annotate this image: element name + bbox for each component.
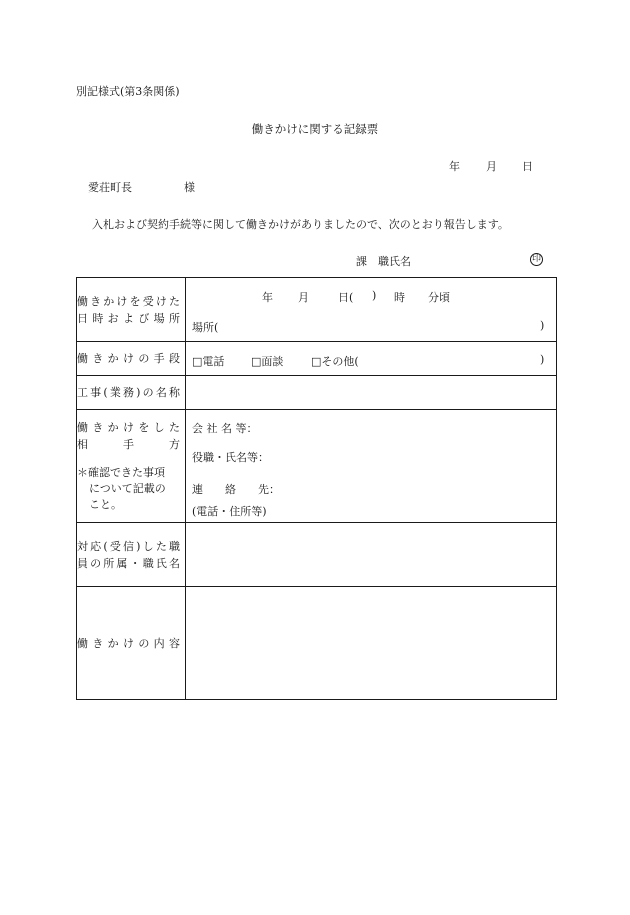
means-field (186, 342, 557, 376)
responder-field[interactable] (186, 523, 557, 587)
row-party (77, 410, 557, 523)
label-party-line2: 相手方 (77, 438, 180, 451)
intro-text: 入札および契約手続等に関して働きかけがありましたので、次のとおり報告します。 (92, 218, 509, 231)
page-title: 働きかけに関する記録票 (251, 122, 379, 136)
dt-minute: 分頃 (428, 290, 450, 304)
note-line2: について記載の (89, 482, 166, 495)
form-reference: 別記様式(第3条関係) (76, 85, 180, 98)
content-field[interactable] (186, 587, 557, 700)
row-project (77, 376, 557, 410)
party-field[interactable] (186, 410, 557, 523)
label-project-text: 工事(業務)の名称 (77, 386, 180, 399)
means-phone-checkbox[interactable]: □電話 (192, 354, 225, 368)
label-means-text: 働きかけの手段 (77, 352, 180, 365)
seal-mark: 印 (531, 254, 541, 264)
label-means (77, 342, 186, 376)
label-datetime-line2: 日時および場所 (77, 311, 180, 325)
project-field[interactable] (186, 376, 557, 410)
row-means (77, 342, 557, 376)
section-label: 課 (356, 255, 367, 268)
record-table (76, 277, 557, 700)
label-datetime-line1: 働きかけを受けた (77, 294, 180, 308)
label-responder-line1: 対応(受信)した職 (77, 539, 180, 553)
means-other-close: ) (540, 352, 545, 366)
note-line3: こと。 (89, 498, 122, 511)
label-party (77, 410, 186, 523)
staff-name-label: 職氏名 (378, 255, 411, 268)
contact-label: 連 絡 先： (192, 483, 280, 496)
note-line1: ＊確認できた事項 (77, 466, 165, 479)
place-label: 場所( (192, 320, 219, 334)
row-responder (77, 523, 557, 587)
label-party-line1: 働きかけをした (77, 421, 180, 434)
label-project (77, 376, 186, 410)
label-content-text: 働きかけの内容 (77, 636, 180, 650)
dt-hour: 時 (394, 290, 405, 304)
dt-year: 年 (262, 290, 273, 304)
means-meeting-checkbox[interactable]: □面談 (251, 354, 284, 368)
datetime-field[interactable] (186, 278, 557, 342)
date-day-label: 日 (522, 160, 533, 173)
label-content (77, 587, 186, 700)
date-month-label: 月 (486, 160, 497, 173)
row-datetime (77, 278, 557, 342)
date-year-label: 年 (449, 160, 460, 173)
label-responder (77, 523, 186, 587)
dt-day: 日( (338, 290, 354, 304)
label-datetime (77, 278, 186, 342)
means-other-checkbox[interactable]: □その他( (311, 354, 359, 368)
dt-day-close: ) (372, 288, 377, 302)
contact-note: (電話・住所等) (192, 505, 267, 518)
recipient: 愛荘町長 (88, 181, 132, 194)
recipient-honorific: 様 (184, 181, 195, 194)
company-label: 会 社 名 等： (192, 422, 258, 435)
label-responder-line2: 員の所属・職氏名 (77, 556, 180, 570)
dt-month: 月 (298, 290, 309, 304)
position-label: 役職・氏名等： (192, 451, 269, 464)
place-close: ) (540, 318, 545, 332)
row-content (77, 587, 557, 700)
